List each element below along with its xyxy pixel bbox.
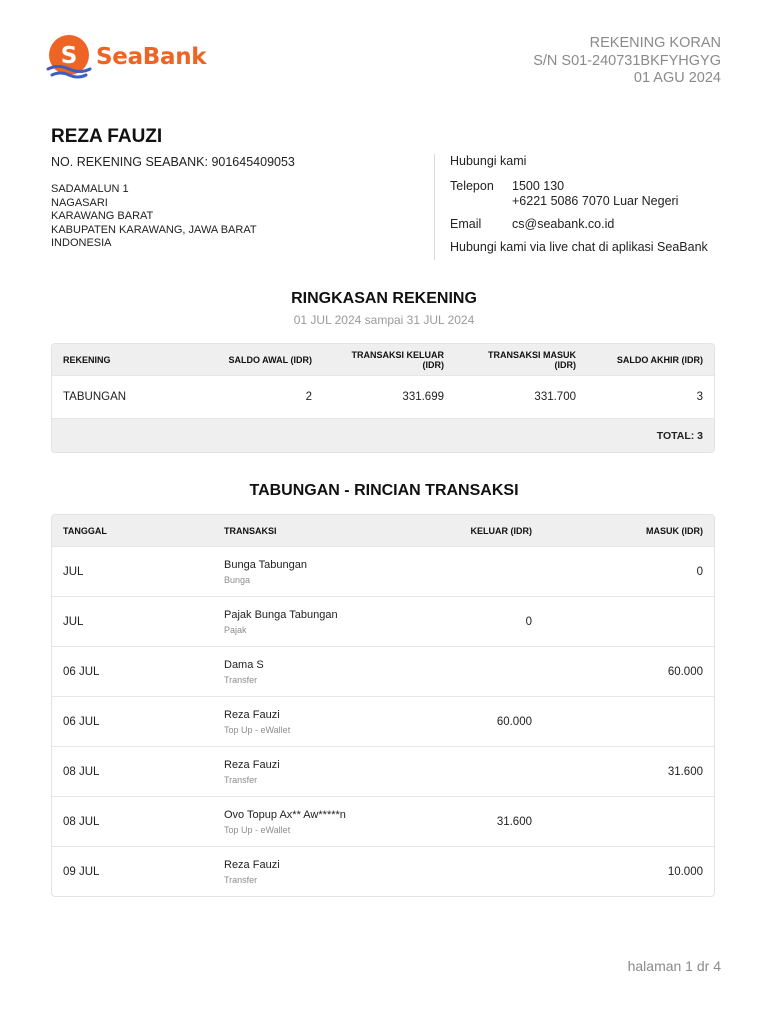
summary-row [52, 375, 714, 418]
transactions-body [52, 546, 714, 896]
tx-date: JUL [63, 615, 84, 628]
col-in: MASUK (IDR) [646, 525, 703, 536]
col-transaction: TRANSAKSI [224, 525, 277, 536]
tx-counterparty: Dama S [224, 658, 264, 671]
table-row [52, 646, 714, 696]
svg-text:S: S [60, 43, 78, 69]
summary-table-header [52, 344, 714, 375]
address-line: NAGASARI [51, 196, 108, 209]
table-row [52, 596, 714, 646]
tx-counterparty: Bunga Tabungan [224, 558, 307, 571]
address-line: KABUPATEN KARAWANG, JAWA BARAT [51, 223, 257, 236]
address-line: INDONESIA [51, 237, 112, 249]
table-row [52, 546, 714, 596]
tx-in: 10.000 [667, 865, 703, 878]
tx-type: Bunga [224, 574, 251, 585]
account-number: NO. REKENING SEABANK: 901645409053 [51, 155, 295, 169]
customer-name: REZA FAUZI [51, 126, 163, 147]
page-number: halaman 1 dr 4 [627, 958, 721, 974]
vertical-divider [434, 154, 435, 260]
tx-out: 0 [525, 615, 532, 628]
col-credit: TRANSAKSI MASUK (IDR) [487, 349, 576, 370]
contact-title: Hubungi kami [450, 154, 527, 168]
tx-type: Transfer [224, 674, 258, 685]
table-row [52, 796, 714, 846]
summary-opening: 2 [305, 391, 312, 403]
document-serial: S/N S01-240731BKFYHGYG [533, 52, 721, 69]
summary-total: TOTAL: 3 [52, 418, 714, 452]
tx-counterparty: Reza Fauzi [224, 858, 280, 871]
contact-block [450, 154, 708, 254]
phone-number: 1500 130 [512, 179, 565, 193]
email-link[interactable]: cs@seabank.co.id [512, 217, 615, 231]
table-row [52, 746, 714, 796]
tx-out: 60.000 [496, 715, 532, 728]
tx-counterparty: Pajak Bunga Tabungan [224, 608, 338, 621]
tx-description [213, 759, 424, 785]
summary-account: TABUNGAN [63, 391, 127, 403]
transactions-title: TABUNGAN - RINCIAN TRANSAKSI [249, 482, 519, 499]
tx-out: 31.600 [496, 815, 532, 828]
summary-period: 01 JUL 2024 sampai 31 JUL 2024 [293, 313, 475, 327]
tx-description [213, 809, 424, 835]
tx-in: 0 [696, 565, 703, 578]
tx-type: Pajak [224, 624, 247, 635]
table-row [52, 696, 714, 746]
tx-description [213, 709, 424, 735]
tx-description [213, 559, 424, 585]
summary-debit: 331.699 [402, 391, 444, 403]
contact-phone-row [450, 179, 708, 208]
summary-table [51, 343, 715, 453]
phone-label: Telepon [450, 179, 494, 193]
col-closing: SALDO AKHIR (IDR) [616, 354, 703, 365]
tx-counterparty: Ovo Topup Ax** Aw*****n [224, 808, 346, 821]
tx-type: Top Up - eWallet [224, 824, 291, 835]
tx-counterparty: Reza Fauzi [224, 708, 280, 721]
transactions-table [51, 514, 715, 897]
transactions-table-header [52, 515, 714, 546]
customer-address [51, 183, 257, 251]
tx-date: 09 JUL [63, 865, 100, 878]
col-opening: SALDO AWAL (IDR) [228, 354, 312, 365]
tx-in: 60.000 [667, 665, 703, 678]
tx-date: JUL [63, 565, 84, 578]
table-row [52, 846, 714, 896]
summary-title: RINGKASAN REKENING [291, 290, 477, 307]
tx-counterparty: Reza Fauzi [224, 758, 280, 771]
col-account: REKENING [63, 354, 111, 365]
summary-closing: 3 [696, 391, 703, 403]
seabank-logo-icon [46, 34, 92, 80]
tx-type: Top Up - eWallet [224, 724, 291, 735]
tx-type: Transfer [224, 774, 258, 785]
col-date: TANGGAL [63, 525, 107, 536]
phone-number-international: +6221 5086 7070 Luar Negeri [512, 194, 679, 208]
tx-description [213, 859, 424, 885]
contact-email-row [450, 217, 708, 231]
document-meta [533, 35, 721, 88]
tx-date: 06 JUL [63, 665, 100, 678]
brand-name: SeaBank [96, 44, 207, 70]
document-type: REKENING KORAN [589, 35, 721, 51]
col-debit: TRANSAKSI KELUAR (IDR) [351, 349, 444, 370]
seabank-logo [46, 34, 206, 80]
address-line: KARAWANG BARAT [51, 210, 154, 222]
document-date: 01 AGU 2024 [633, 70, 721, 86]
summary-credit: 331.700 [534, 391, 576, 403]
tx-type: Transfer [224, 874, 258, 885]
email-label: Email [450, 217, 482, 231]
tx-description [213, 609, 424, 635]
tx-date: 08 JUL [63, 815, 100, 828]
tx-date: 08 JUL [63, 765, 100, 778]
tx-description [213, 659, 424, 685]
address-line: SADAMALUN 1 [51, 183, 129, 195]
col-out: KELUAR (IDR) [470, 525, 532, 536]
tx-in: 31.600 [667, 765, 703, 778]
tx-date: 06 JUL [63, 715, 100, 728]
live-chat-note: Hubungi kami via live chat di aplikasi SeaBank [450, 240, 708, 254]
